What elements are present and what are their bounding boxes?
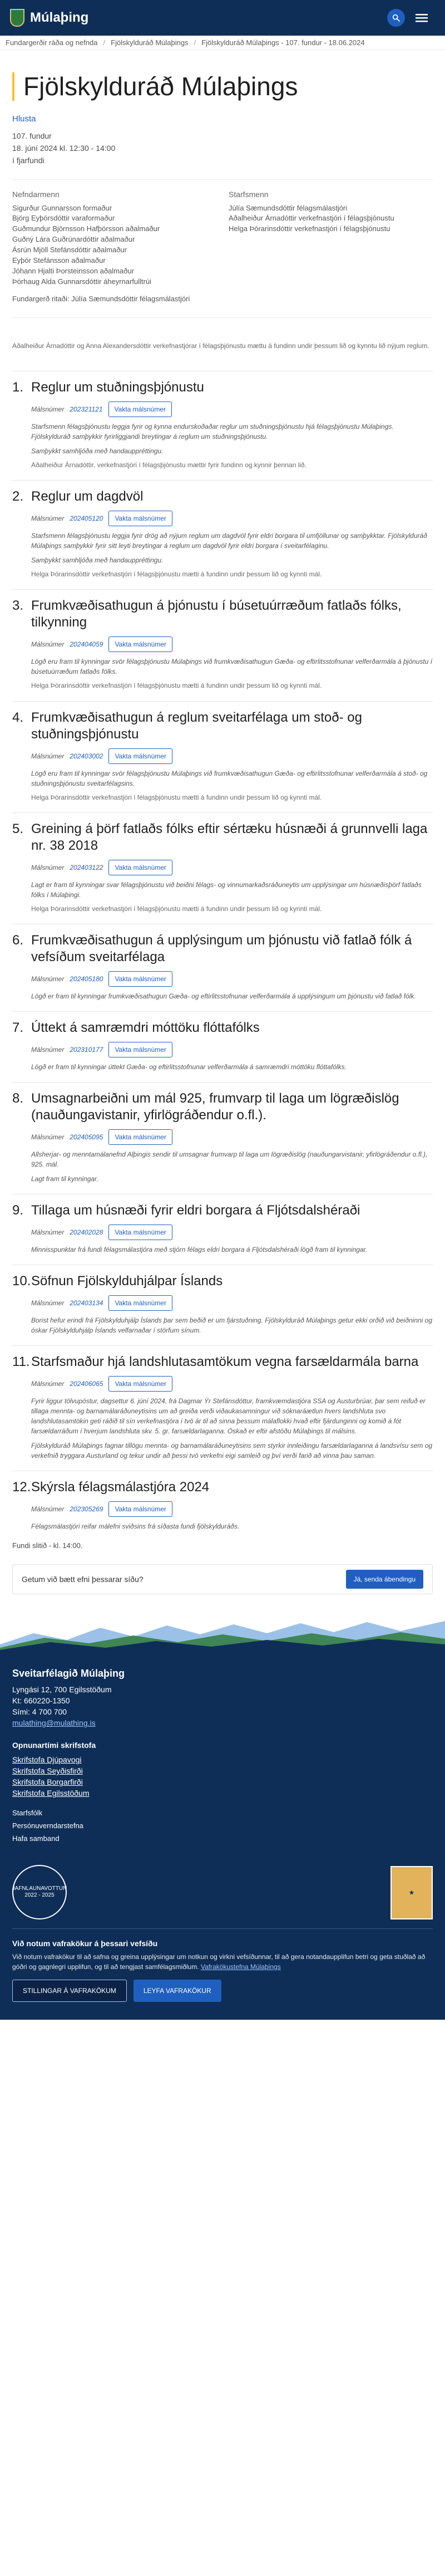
watch-case-button[interactable]: Vakta málsnúmer: [108, 511, 172, 526]
case-number-row: [31, 1042, 433, 1057]
listen-link[interactable]: Hlusta: [12, 114, 36, 124]
brand[interactable]: [10, 9, 88, 27]
allow-cookies-button[interactable]: LEYFA VAFRAKÖKUR: [134, 1980, 221, 2002]
agenda-item-note: Aðalheiður Árnadóttir, verkefnastjóri í félagsþjónustu mættir fyrir fundinn og kynnir þennan lið.: [31, 461, 306, 469]
case-number-row: [31, 636, 433, 652]
watch-case-button[interactable]: Vakta málsnúmer: [108, 1042, 172, 1057]
agenda-item-header: [12, 1202, 433, 1219]
footer-org-name: Sveitarfélagið Múlaþing: [12, 1668, 125, 1679]
office-link[interactable]: Skrifstofa Egilsstöðum: [12, 1789, 90, 1798]
case-number-link[interactable]: 202305269: [70, 1505, 103, 1514]
agenda-item-body: [12, 860, 433, 914]
agenda-item: [12, 924, 433, 1001]
agenda-item-header: [12, 598, 433, 631]
agenda-item-text: Lögð eru fram til kynningar svör félagsþjónustu Múlaþings við frumkvæðisathugun Gæða- og eftirlitsstofnunar velferðarmála á stoð- og stuðningsþjónustu sveitarfélagsins.: [31, 769, 428, 787]
case-number-row: [31, 1225, 433, 1240]
attendees: [0, 190, 445, 287]
agenda-item-number: 7.: [12, 1020, 24, 1036]
agenda-item-number: 2.: [12, 488, 24, 504]
offices-title: Opnunartími skrifstofa: [12, 1741, 96, 1750]
agenda-item-body: [12, 511, 433, 579]
case-number-row: [31, 1129, 433, 1145]
section-divider: [12, 179, 433, 180]
staff-member: Aðalheiður Árnadóttir verkefnastjóri í félagsþjónustu: [229, 214, 394, 223]
menu-button[interactable]: [413, 9, 431, 27]
breadcrumb: [0, 36, 445, 50]
footer: [0, 1653, 445, 2020]
case-number-row: [31, 1295, 433, 1311]
jafnlaunavottun-badge: JAFNLAUNAVOTTUN 2022 - 2025: [12, 1865, 67, 1919]
watch-case-button[interactable]: Vakta málsnúmer: [108, 1225, 172, 1240]
breadcrumb-current: Fjölskylduráð Múlaþings - 107. fundur - 18.06.2024: [201, 38, 365, 47]
menu-icon: [416, 13, 428, 23]
agenda-item: [12, 1194, 433, 1255]
watch-case-button[interactable]: Vakta málsnúmer: [108, 1129, 172, 1145]
staff-column: [229, 190, 433, 287]
agenda-item-number: 10.: [12, 1274, 31, 1289]
case-number-row: [31, 860, 433, 875]
agenda-item-number: 8.: [12, 1091, 24, 1106]
agenda-item: [12, 701, 433, 802]
agenda-item-note: Helga Þórarinsdóttir verkefnastjóri í félagsþjónustu mætti á fundinn undir þessum lið og kynnti mál.: [31, 793, 322, 801]
watch-case-button[interactable]: Vakta málsnúmer: [108, 1501, 172, 1517]
case-number-row: [31, 1501, 433, 1517]
cookie-policy-link[interactable]: Vafrakökustefna Múlaþings: [200, 1962, 281, 1971]
agenda-item: [12, 1082, 433, 1184]
meeting-number: 107. fundur: [12, 131, 52, 140]
case-number-label: Málsnúmer: [31, 640, 65, 649]
case-number-link[interactable]: 202404059: [70, 640, 103, 649]
agenda-item-body: [12, 748, 433, 802]
agenda-item-header: [12, 379, 433, 396]
agenda-item-number: 5.: [12, 821, 24, 837]
agenda-item-number: 6.: [12, 933, 24, 948]
case-number-label: Málsnúmer: [31, 405, 65, 413]
top-actions: [387, 9, 431, 27]
agenda-item-text: Lagt fram til kynningar.: [31, 1175, 98, 1183]
footer-nav: [12, 1809, 433, 1843]
case-number-link[interactable]: 202403134: [70, 1299, 103, 1307]
watch-case-button[interactable]: Vakta málsnúmer: [108, 860, 172, 875]
staff-title: Starfsmenn: [229, 189, 269, 199]
meeting-location: í fjarfundi: [12, 155, 44, 165]
agenda-item: [12, 371, 433, 470]
case-number-row: [31, 511, 433, 526]
agenda-item-number: 11.: [12, 1354, 30, 1370]
agenda-item-header: [12, 1020, 433, 1036]
agenda-item-header: [12, 932, 433, 966]
feedback-question: Getum við bætt efni þessarar síðu?: [22, 1575, 144, 1584]
agenda-item-title: Reglur um dagdvöl: [31, 488, 144, 504]
agenda-item-body: [12, 1501, 433, 1531]
case-number-row: [31, 401, 433, 417]
office-link[interactable]: Skrifstofa Djúpavogi: [12, 1755, 82, 1765]
agenda-item: [12, 589, 433, 690]
cookie-banner: [12, 1928, 433, 2002]
agenda-item-text: Félagsmálastjóri reifar málefni sviðsins frá síðasta fundi fjölskylduráðs.: [31, 1522, 240, 1531]
mulathing-logo: [10, 9, 24, 27]
footer-phone: Sími: 4 700 700: [12, 1707, 67, 1717]
cookie-settings-button[interactable]: STILLINGAR Á VAFRAKÖKUM: [12, 1980, 127, 2002]
case-number-link[interactable]: 202310177: [70, 1046, 103, 1054]
cookie-text: [12, 1952, 433, 1972]
agenda-item-text: Starfsmenn félagsþjónustu leggja fyrir og kynna endurskoðaðar reglur um stuðningsþjónustu hjá félagsþjónustu Múlaþings. Fjölskylduráð samþykkir fyrirliggjandi breytingar á reglum um stuðningsþjónustu.: [31, 422, 394, 440]
case-number-link[interactable]: 202402028: [70, 1228, 103, 1237]
case-number-row: [31, 971, 433, 987]
footer-nav-link[interactable]: Hafa samband: [12, 1834, 60, 1843]
case-number-row: [31, 748, 433, 764]
send-feedback-button[interactable]: Já, senda ábendingu: [346, 1570, 423, 1589]
agenda-item-text: Samþykkt samhljóða með handauppréttingu.: [31, 556, 164, 564]
member: Guðmundur Björnsson Hafþórsson aðalmaður: [12, 224, 160, 233]
case-number-label: Málsnúmer: [31, 975, 65, 983]
watch-case-button[interactable]: Vakta málsnúmer: [108, 636, 172, 652]
member: Guðný Lára Guðrúnardóttir aðalmaður: [12, 235, 135, 244]
staff-member: Helga Þórarinsdóttir verkefnastjóri í félagsþjónustu: [229, 224, 390, 233]
minutes-taker: Fundargerð ritaði: Júlía Sæmundsdóttir félagsmálastjóri: [12, 295, 190, 303]
agenda-item-number: 12.: [12, 1480, 31, 1495]
case-number-label: Málsnúmer: [31, 1133, 65, 1142]
agenda-item-body: [12, 1295, 433, 1335]
office-link[interactable]: Skrifstofa Seyðisfirði: [12, 1766, 83, 1776]
agenda-item-header: [12, 1090, 433, 1124]
agenda-item-title: Frumkvæðisathugun á þjónustu í búsetuúrræðum fatlaðs fólks, tilkynning: [31, 598, 402, 630]
agenda-item-body: [12, 1376, 433, 1461]
agenda-item-header: [12, 1273, 433, 1290]
agenda-item-number: 9.: [12, 1203, 24, 1218]
footer-nav-link[interactable]: Starfsfólk: [12, 1809, 43, 1818]
agenda-item-text: Lögð er fram til kynningar úttekt Gæða- og eftirlitsstofnunar velferðarmála á samræmdri móttöku flóttafólks.: [31, 1063, 347, 1071]
search-icon: [392, 13, 400, 22]
member: Sigurður Gunnarsson formaður: [12, 203, 112, 212]
case-number-link[interactable]: 202406065: [70, 1380, 103, 1388]
watch-case-button[interactable]: Vakta málsnúmer: [108, 401, 172, 417]
agenda-item: [12, 1011, 433, 1072]
agenda-item-title: Frumkvæðisathugun á upplýsingum um þjónustu við fatlað fólk á vefsíðum sveitarfélaga: [31, 933, 412, 965]
cookie-actions: [12, 1980, 433, 2002]
footer-kennitala: Kt: 660220-1350: [12, 1696, 70, 1706]
case-number-link[interactable]: 202403002: [70, 752, 103, 760]
watch-case-button[interactable]: Vakta málsnúmer: [108, 971, 172, 987]
agenda-item-header: [12, 1354, 433, 1370]
agenda-item-text: Lögð er fram til kynningar frumkvæðisathugun Gæða- og eftirlitsstofnunar velferðarmála á upplýsingum um þjónustu við fatlað fólk.: [31, 992, 416, 1001]
footer-nav-link[interactable]: Persónuverndarstefna: [12, 1821, 83, 1830]
agenda-item-text: Minnisspunktar frá fundi félagsmálastjóra með stjórn félags eldri borgara á Fljótsdalshéraði lögð fram til kynningar.: [31, 1246, 368, 1254]
agenda-item-body: [12, 1225, 433, 1255]
agenda-item: [12, 1471, 433, 1531]
agenda-item-body: [12, 1129, 433, 1184]
agenda-item: [12, 812, 433, 914]
feedback-section: [0, 1550, 445, 1594]
footer-address: Lyngási 12, 700 Egilsstöðum: [12, 1685, 112, 1695]
mountain-illustration: [0, 1611, 445, 1653]
member: Þórhaug Alda Gunnarsdóttir áheyrnarfulltrúi: [12, 277, 152, 286]
agenda-item-title: Greining á þörf fatlaðs fólks eftir sértæku húsnæði á grunnvelli laga nr. 38 2018: [31, 821, 428, 854]
case-number-label: Málsnúmer: [31, 1380, 65, 1388]
case-number-link[interactable]: 202405095: [70, 1133, 103, 1142]
case-number-label: Málsnúmer: [31, 1228, 65, 1237]
breadcrumb-item[interactable]: Fundargerðir ráða og nefnda: [6, 38, 98, 47]
agenda-intro-note: Aðalheiður Árnadóttir og Anna Alexandersdóttir verkefnastjórar í félagsþjónustu mættu á fundinn undir þessum lið og kynntu lið nýjum reglum.: [12, 342, 429, 350]
agenda-item-title: Tillaga um húsnæði fyrir eldri borgara á Fljótsdalshéraði: [31, 1203, 360, 1218]
title-accent-bar: [12, 72, 433, 101]
agenda-item-header: [12, 709, 433, 743]
agenda-item-header: [12, 821, 433, 854]
agenda-item-text: Lögð eru fram til kynningar svör félagsþjónustu Múlaþings við frumkvæðisathugun Gæða- og eftirlitsstofnunar velferðarmála á þjónustu í búsetuúrræðum fatlaðs fólks.: [31, 658, 433, 676]
watch-case-button[interactable]: Vakta málsnúmer: [108, 1376, 172, 1392]
agenda-item-title: Söfnun Fjölskylduhjálpar Íslands: [31, 1274, 223, 1289]
case-number-label: Málsnúmer: [31, 1299, 65, 1307]
agenda-item-body: [12, 1042, 433, 1072]
certificate-badge-icon: ★: [390, 1866, 433, 1919]
agenda-item-text: Fjölskylduráð Múlaþings fagnar tillögu mennta- og barnamálaráðuneytisins sem styrkir innleiðingu farsældarlaganna á landsvísu sem og verkefnið tryggara Austurland og tekur undir að þessi tvö verkefni eigi samleið og því verði farið að vinna þau saman.: [31, 1442, 433, 1460]
case-number-label: Málsnúmer: [31, 1046, 65, 1054]
agenda-item-header: [12, 488, 433, 505]
watch-case-button[interactable]: Vakta málsnúmer: [108, 1295, 172, 1311]
page-header: [0, 50, 445, 101]
member: Jóhann Hjalti Þorsteinsson aðalmaður: [12, 266, 134, 275]
agenda-item: [12, 1345, 433, 1461]
agenda-item-title: Frumkvæðisathugun á reglum sveitarfélaga um stoð- og stuðningsþjónustu: [31, 709, 362, 742]
agenda-item-body: [12, 401, 433, 470]
staff-member: Júlía Sæmundsdóttir félagsmálastjóri: [229, 203, 348, 212]
agenda-item: [12, 480, 433, 579]
agenda-item-body: [12, 636, 433, 690]
office-link[interactable]: Skrifstofa Borgarfirði: [12, 1777, 83, 1787]
breadcrumb-item[interactable]: Fjölskylduráð Múlaþings: [111, 38, 189, 47]
agenda-item-number: 1.: [12, 379, 24, 395]
agenda-item-text: Samþykkt samhljóða með handauppréttingu.: [31, 447, 164, 455]
case-number-label: Málsnúmer: [31, 864, 65, 872]
brand-title: Múlaþing: [30, 10, 89, 25]
case-number-link[interactable]: 202321121: [70, 405, 103, 413]
agenda-item-title: Umsagnarbeiðni um mál 925, frumvarp til laga um lögræðislög (nauðungavistanir, yfirlögráðendur o.fl.).: [31, 1091, 399, 1123]
top-navigation: [0, 0, 445, 36]
agenda-item-note: Helga Þórarinsdóttir verkefnastjóri í félagsþjónustu mætti á fundinn undir þessum lið og kynnti mál.: [31, 905, 322, 913]
agenda-item-title: Reglur um stuðningsþjónustu: [31, 379, 204, 395]
agenda-item-text: Lagt er fram til kynningar svar félagsþjónustu við beiðni félags- og vinnumarkaðsráðuneytis um upplýsingar um húsnæðisþörf fatlaðs fólks í Múlaþingi.: [31, 881, 422, 899]
agenda-item-number: 3.: [12, 598, 24, 614]
case-number-link[interactable]: 202403122: [70, 864, 103, 872]
agenda-item-text: Borist hefur erindi frá Fjölskylduhjálp Íslands þar sem beðið er um fjárstuðning. Fjölskylduráð Múlaþings getur ekki orðið við beiðninni og óskar Fjölskylduhjálp Íslands velfarnaðar í störfum sínum.: [31, 1316, 433, 1335]
member: Eyþór Stefánsson aðalmaður: [12, 256, 106, 265]
member: Björg Eyþórsdóttir varaformaður: [12, 214, 115, 223]
members-title: Nefndarmenn: [12, 189, 60, 199]
cookie-title: Við notum vafrakökur á þessari vefsíðu: [12, 1939, 158, 1948]
member: Ásrún Mjöll Stefánsdóttir aðalmaður: [12, 245, 127, 254]
agenda-item-text: Allsherjar- og menntamálanefnd Alþingis sendir til umsagnar frumvarp til laga um lögræðislög (nauðungarvistanir, yfirlögráðendur o.fl.), 925. mál.: [31, 1150, 428, 1169]
case-number-link[interactable]: 202405120: [70, 514, 103, 522]
watch-case-button[interactable]: Vakta málsnúmer: [108, 748, 172, 764]
cookie-text-body: Við notum vafrakökur til að safna og greina upplýsingar um notkun og virkni vefsíðunnar, til að gera notandaupplifun betri og geta stuðlað að góðri og gagnlegri upplifun, og til að tengjast samfélagsmiðlum.: [12, 1953, 426, 1971]
case-number-label: Málsnúmer: [31, 1505, 65, 1514]
meeting-info: [0, 101, 445, 165]
case-number-label: Málsnúmer: [31, 514, 65, 522]
meeting-datetime: 18. júní 2024 kl. 12:30 - 14:00: [12, 143, 116, 153]
case-number-label: Málsnúmer: [31, 752, 65, 760]
footer-badges: [12, 1865, 433, 1919]
agenda-item-title: Úttekt á samræmdri móttöku flóttafólks: [31, 1020, 260, 1036]
agenda-item-text: Starfsmenn félagsþjónustu leggja fyrir drög að nýjum reglum um dagdvöl fyrir eldri borgara til umfjöllunar og samþykktar. Fjölskylduráð Múlaþings samþykkir fyrir sitt leyti breytingar á reglum um dagdvöl fyrir eldri borgara í sveitarfélaginu.: [31, 531, 427, 550]
page-title: Fjölskylduráð Múlaþings: [23, 72, 298, 101]
agenda-item-number: 4.: [12, 709, 24, 725]
search-button[interactable]: [387, 9, 405, 27]
agenda-item-body: [12, 971, 433, 1001]
agenda-item-note: Helga Þórarinsdóttir verkefnastjóri í félagsþjónustu mætti á fundinn undir þessum lið og kynnti mál.: [31, 682, 322, 690]
footer-email[interactable]: mulathing@mulathing.is: [12, 1718, 96, 1728]
agenda-item-title: Skýrsla félagsmálastjóra 2024: [31, 1480, 210, 1495]
agenda-item-note: Helga Þórarinsdóttir verkefnastjóri í félagsþjónustu mætti á fundinn undir þessum lið og kynnti mál.: [31, 570, 322, 578]
feedback-box: [12, 1564, 433, 1594]
breadcrumb-separator: /: [194, 38, 196, 47]
agenda-item: [12, 1265, 433, 1335]
section-divider: [12, 317, 433, 318]
mountains-icon: [0, 1611, 445, 1653]
case-number-row: [31, 1376, 433, 1392]
agenda: [0, 328, 445, 1531]
breadcrumb-separator: /: [103, 38, 106, 47]
meeting-end: Fundi slitið - kl. 14:00.: [12, 1541, 83, 1550]
agenda-item-text: Fyrir liggur tölvupóstur, dagsettur 6. júní 2024, frá Dagmar Ýr Stefánsdóttur, framkvæmdastjóra SSA og Austurbrúar, þar sem reifuð er tillaga mennta- og barnamálaráðuneytisins um að greiða verði viðaukasamningur við sóknaráætlun hvers landshluta svo landshlutasamtökin geti ráðið til sín verkefnastjóra í tvö ár til að sinna þessum málaflokki hvað eftir fjárdunginni og komið á fót farsældarráðum í hverjum landshluta skv. 5. gr. farsældarlaganna. Óskað er eftir afstöðu Múlaþings til málsins.: [31, 1397, 426, 1436]
members-column: [12, 190, 216, 287]
case-number-link[interactable]: 202405180: [70, 975, 103, 983]
agenda-item-header: [12, 1479, 433, 1496]
agenda-item-title: Starfsmaður hjá landshlutasamtökum vegna farsældarmála barna: [31, 1354, 419, 1370]
